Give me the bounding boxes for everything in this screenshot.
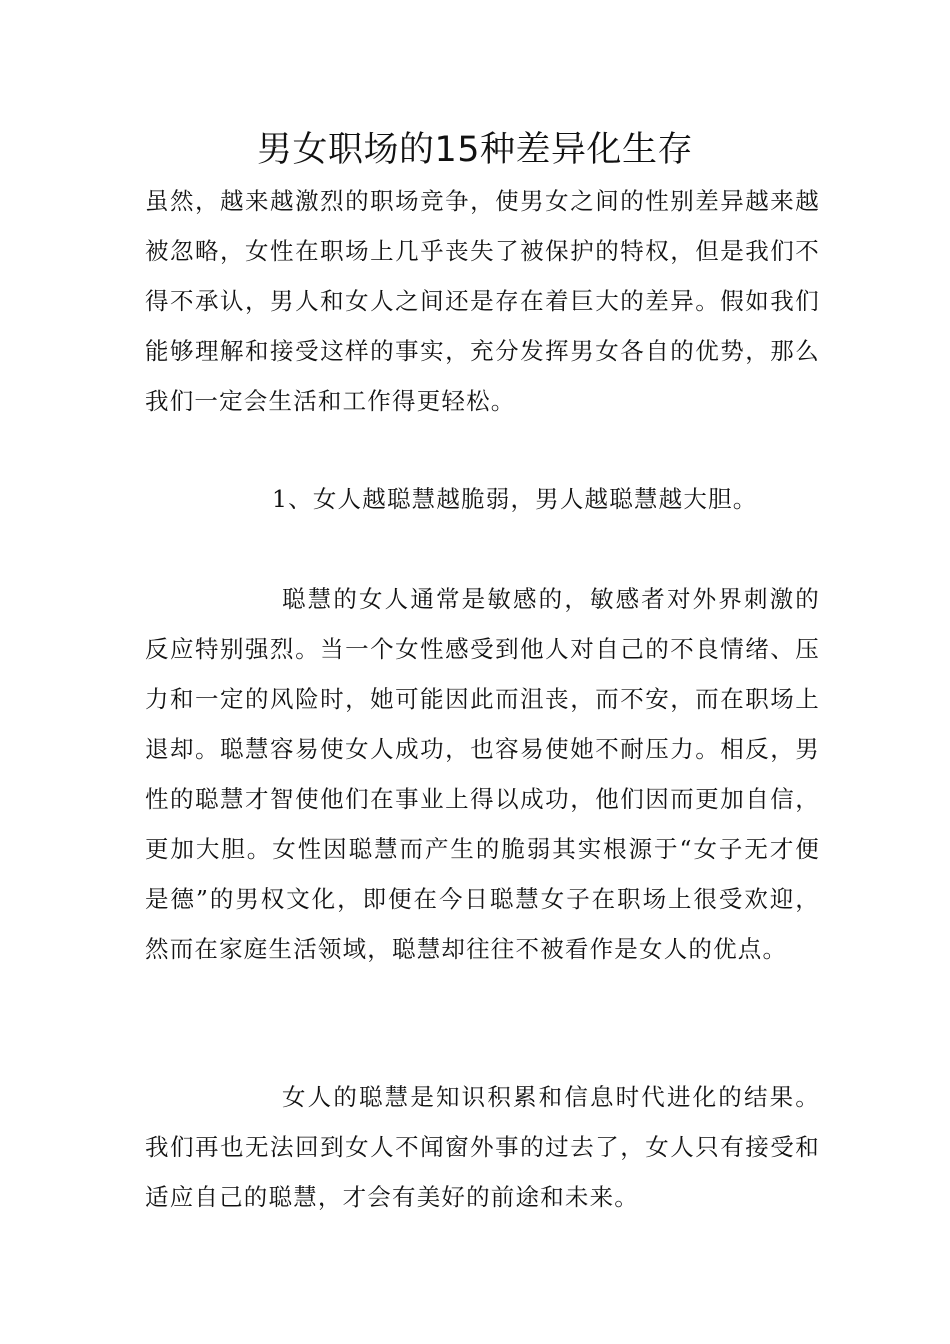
- document-title: 男女职场的15种差异化生存: [256, 130, 694, 170]
- body-paragraph: 聪慧的女人通常是敏感的，敏感者对外界刺激的反应特别强烈。当一个女性感受到他人对自己的不良情绪、压力和一定的风险时，她可能因此而沮丧，而不安，而在职场上退却。聪慧容易使女人成功，也容易使她不耐压力。相反，男性的聪慧才智使他们在事业上得以成功，他们因而更加自信，更加大胆。女性因聪慧而产生的脆弱其实根源于“女子无才便是德”的男权文化，即便在今日聪慧女子在职场上很受欢迎，然而在家庭生活领域，聪慧却往往不被看作是女人的优点。: [145, 585, 820, 963]
- body-paragraph: 女人的聪慧是知识积累和信息时代进化的结果。我们再也无法回到女人不闻窗外事的过去了，女人只有接受和适应自己的聪慧，才会有美好的前途和未来。: [145, 1083, 820, 1211]
- intro-paragraph: 虽然，越来越激烈的职场竞争，使男女之间的性别差异越来越被忽略，女性在职场上几乎丧失了被保护的特权，但是我们不得不承认，男人和女人之间还是存在着巨大的差异。假如我们能够理解和接受这样的事实，充分发挥男女各自的优势，那么我们一定会生活和工作得更轻松。: [145, 187, 820, 415]
- section-heading: 1、女人越聪慧越脆弱，男人越聪慧越大胆。: [272, 485, 758, 513]
